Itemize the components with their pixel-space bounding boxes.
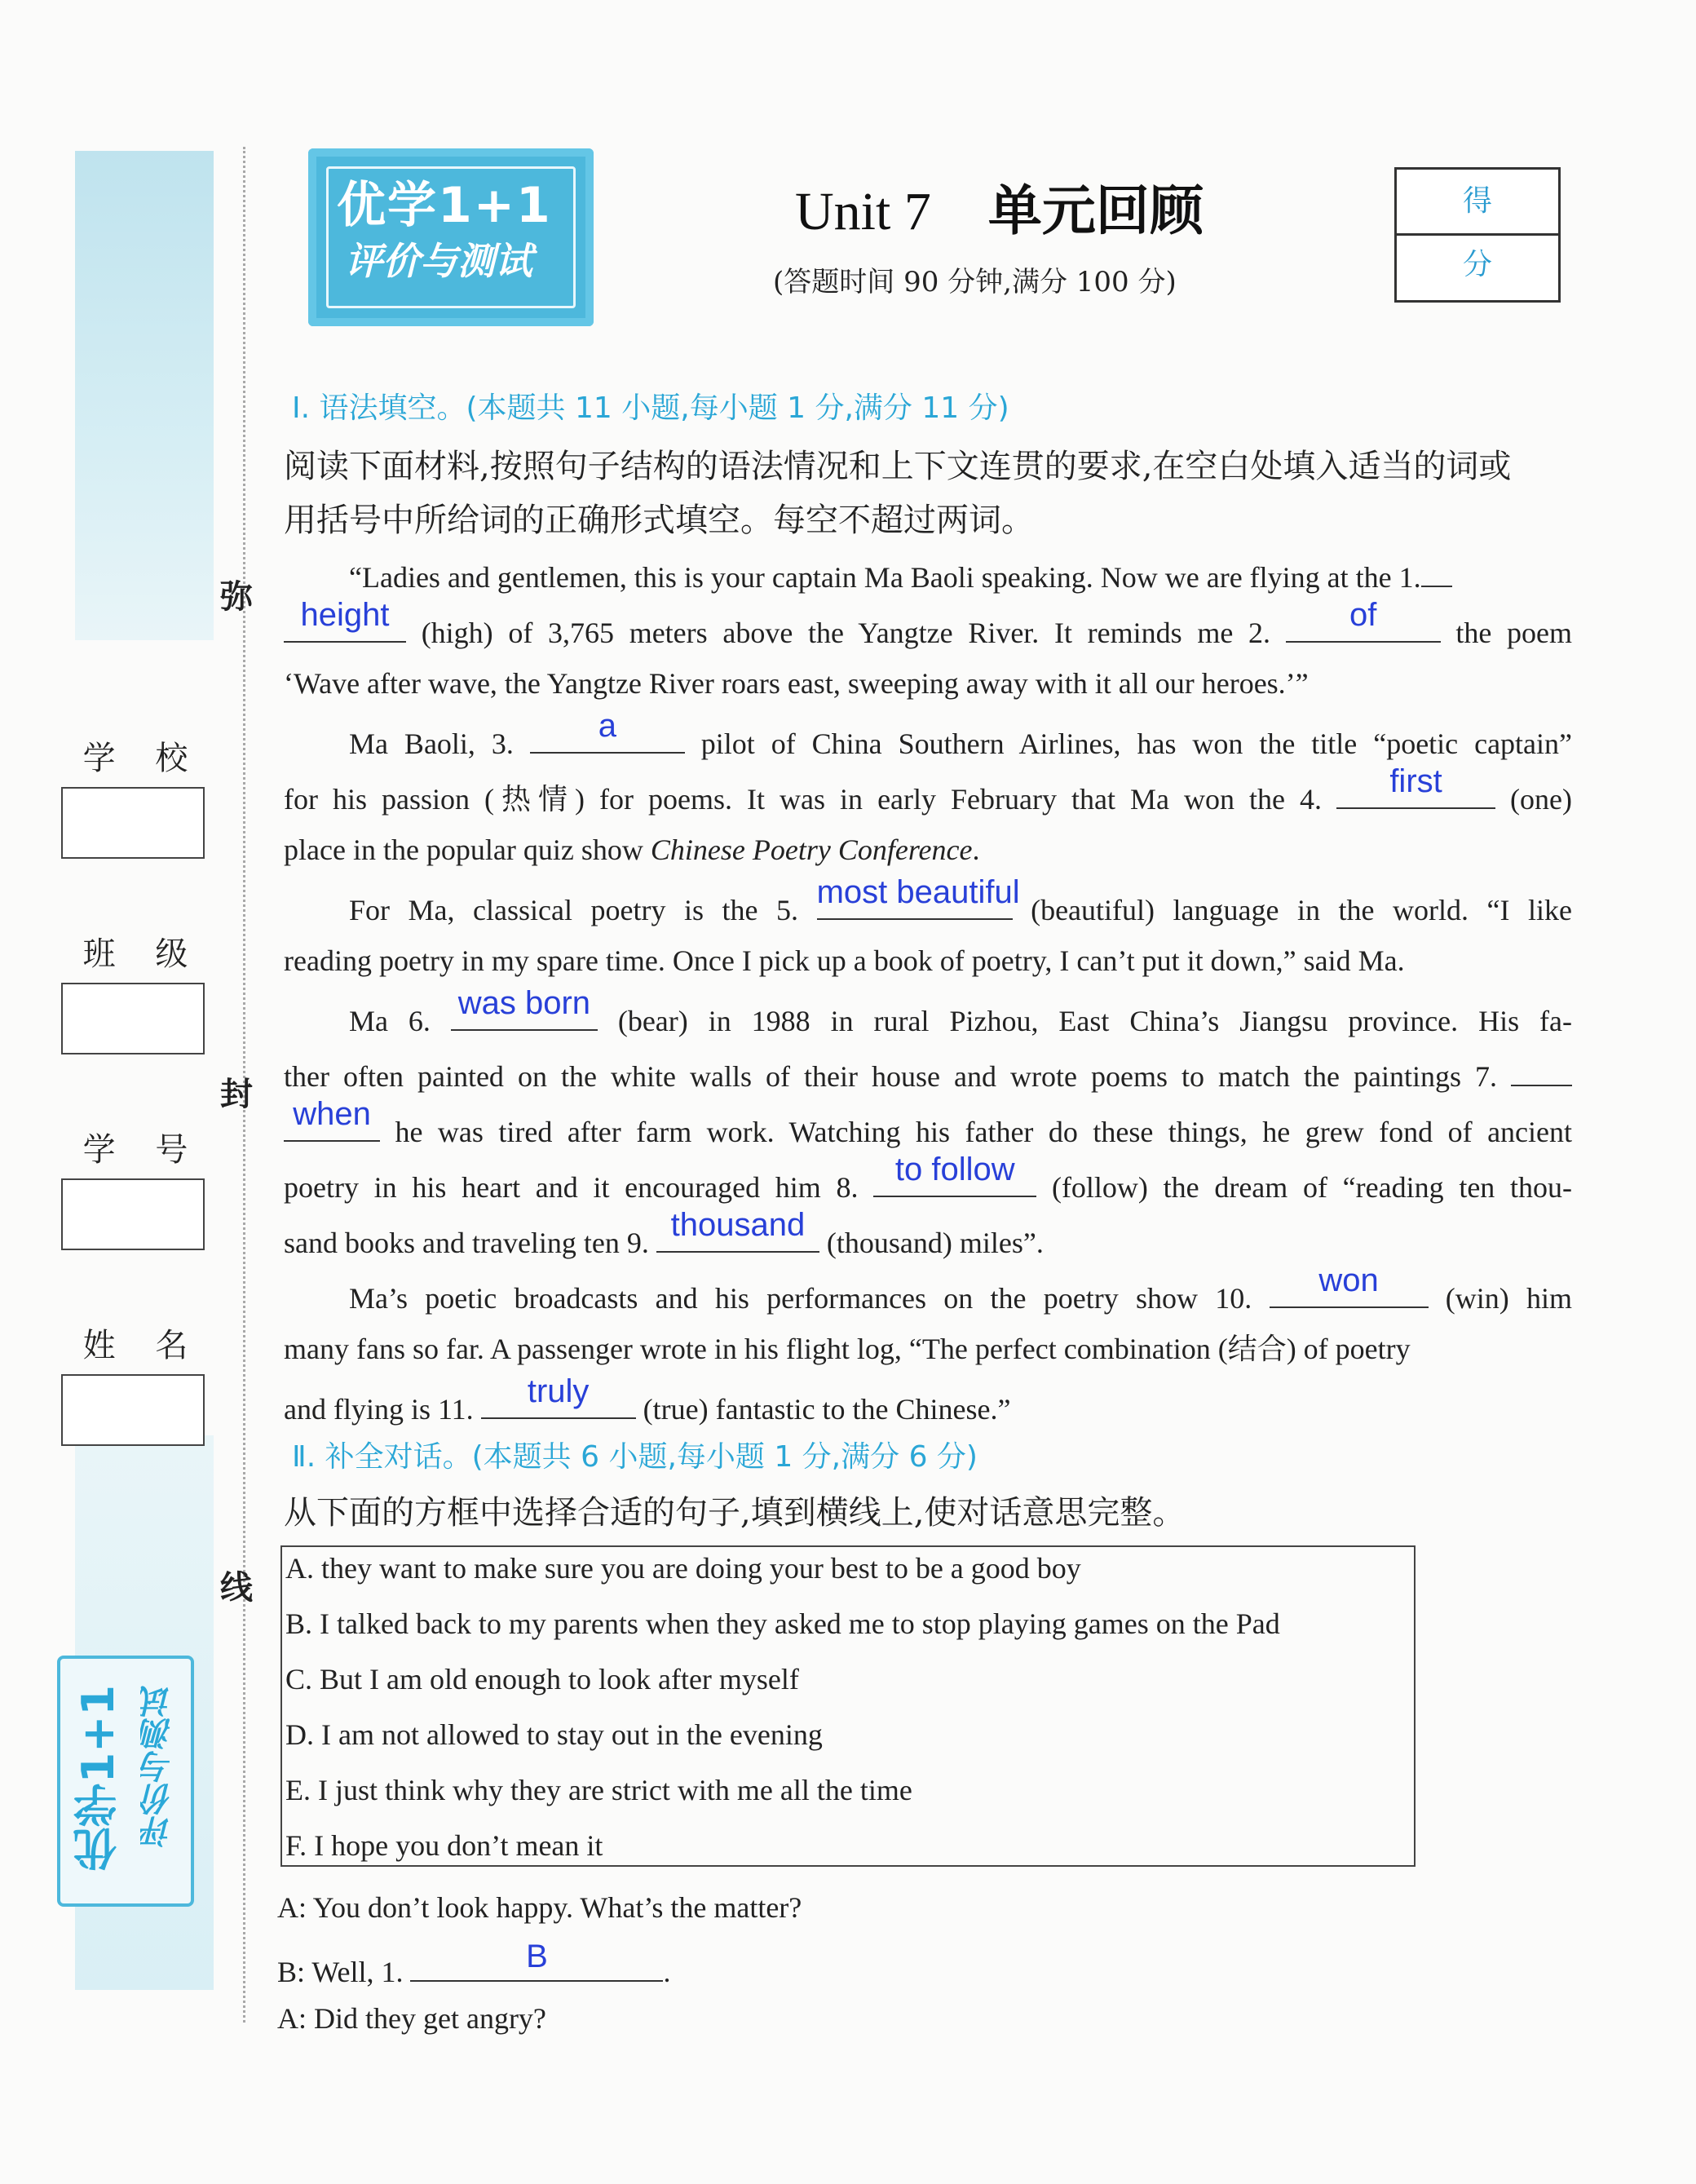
passage-text: (win) him <box>1445 1282 1573 1315</box>
passage-text: (true) fantastic to the Chinese.” <box>643 1393 1011 1426</box>
passage-text: ‘Wave after wave, the Yangtze River roars east, sweeping away with it all our heroes.’” <box>284 667 1309 700</box>
passage-line <box>284 1096 1573 1148</box>
passage-text: pilot of China Southern Airlines, has won the title “poetic captain” <box>700 727 1573 760</box>
passage-text: ther often painted on the white walls of their house and wrote poems to match the paintings 7. <box>284 1060 1497 1093</box>
section1-heading: Ⅰ. 语法填空。(本题共 11 小题,每小题 1 分,满分 11 分) <box>292 391 1009 425</box>
student-number-field[interactable] <box>61 1178 205 1250</box>
passage-line <box>284 1207 1572 1259</box>
passage-text: (one) <box>1510 783 1573 816</box>
school-label: 学 校 <box>82 740 203 777</box>
option-d: D. I am not allowed to stay out in the evening <box>285 1718 823 1751</box>
score-box[interactable] <box>1394 167 1561 303</box>
blank-7-start <box>1511 1050 1572 1086</box>
blank-6[interactable] <box>451 985 598 1031</box>
student-number-label: 学 号 <box>82 1131 203 1169</box>
dialogue-line-b1 <box>277 1939 671 1989</box>
passage-line <box>284 939 1572 982</box>
binding-char-feng: 封 <box>220 1075 253 1113</box>
logo-text-sub: 评价与测试 <box>345 239 532 283</box>
dialogue-line-a1: A: You don’t look happy. What’s the matter? <box>277 1891 802 1924</box>
binding-char-xian: 线 <box>220 1568 253 1607</box>
show-title: Chinese Poetry Conference <box>650 833 973 866</box>
passage-line <box>349 708 1573 760</box>
passage-line <box>284 597 1573 649</box>
passage-line <box>349 874 1573 926</box>
answer-2: of <box>1349 597 1377 633</box>
passage-text: For Ma, classical poetry is the 5. <box>349 894 799 926</box>
answer-5: most beautiful <box>816 874 1020 910</box>
passage-text: reading poetry in my spare time. Once I pick up a book of poetry, I can’t put it down,” said Ma. <box>284 944 1405 977</box>
passage-text: (follow) the dream of “reading ten thou- <box>1051 1171 1573 1204</box>
passage-line <box>284 1050 1572 1093</box>
passage-text: he was tired after farm work. Watching his father do these things, he grew fond of ancient <box>395 1116 1573 1148</box>
section2-heading: Ⅱ. 补全对话。(本题共 6 小题,每小题 1 分,满分 6 分) <box>292 1440 978 1474</box>
answer-8: to follow <box>894 1152 1015 1187</box>
blank-10[interactable] <box>1270 1262 1429 1308</box>
name-field[interactable] <box>61 1374 205 1446</box>
passage-text: (high) of 3,765 meters above the Yangtze River. It reminds me 2. <box>421 617 1270 649</box>
side-logo-text-main: 优学1+1 <box>73 1685 124 1872</box>
passage-text: (bear) in 1988 in rural Pizhou, East China’s Jiangsu province. His fa- <box>617 1005 1573 1037</box>
answer-10: won <box>1318 1262 1379 1298</box>
passage-line <box>284 1328 1572 1370</box>
passage-text: (thousand) miles”. <box>826 1227 1044 1259</box>
passage-line <box>349 551 1572 594</box>
passage-text: the poem <box>1455 617 1573 649</box>
class-field[interactable] <box>61 983 205 1054</box>
passage-text: sand books and traveling ten 9. <box>284 1227 649 1259</box>
passage-text: for his passion (热情) for poems. It was in early February that Ma won the 4. <box>284 783 1323 816</box>
blank-7[interactable] <box>284 1096 380 1142</box>
dialogue-line-a2: A: Did they get angry? <box>277 2002 546 2035</box>
blank-8[interactable] <box>873 1152 1036 1197</box>
dialogue-text: B: Well, 1. <box>277 1956 404 1988</box>
unit-title-cn: 单元回顾 <box>987 179 1204 242</box>
blank-1[interactable] <box>284 597 406 643</box>
logo-text-main: 优学1+1 <box>337 177 552 234</box>
dialogue-answer-1: B <box>526 1939 548 1974</box>
option-e: E. I just think why they are strict with me all the time <box>285 1774 912 1806</box>
option-c: C. But I am old enough to look after myself <box>285 1663 799 1695</box>
school-field[interactable] <box>61 787 205 859</box>
passage-text: “Ladies and gentlemen, this is your captain Ma Baoli speaking. Now we are flying at the 1. <box>349 561 1421 594</box>
passage-text: poetry in his heart and it encouraged him 8. <box>284 1171 859 1204</box>
passage-line <box>284 829 1572 871</box>
section2-instruction: 从下面的方框中选择合适的句子,填到横线上,使对话意思完整。 <box>284 1494 1186 1532</box>
answer-11: truly <box>527 1373 590 1409</box>
passage-text: Ma 6. <box>349 1005 431 1037</box>
side-logo-text-sub: 评价与测试 <box>140 1685 178 1848</box>
blank-11[interactable] <box>481 1373 636 1419</box>
option-b: B. I talked back to my parents when they asked me to stop playing games on the Pad <box>285 1607 1280 1640</box>
passage-text: Ma’s poetic broadcasts and his performances on the poetry show 10. <box>349 1282 1252 1315</box>
blank-2[interactable] <box>1286 597 1441 643</box>
passage-line <box>284 1152 1573 1204</box>
exam-subtitle: (答题时间 90 分钟,满分 100 分) <box>773 266 1177 298</box>
answer-1: height <box>300 597 390 633</box>
passage-text: many fans so far. A passenger wrote in his flight log, “The perfect combination (结合) of poetry <box>284 1333 1411 1365</box>
passage-line <box>284 662 1572 705</box>
name-label: 姓 名 <box>82 1327 203 1364</box>
passage-text: place in the popular quiz show <box>284 833 643 866</box>
section1-instruction-line2: 用括号中所给词的正确形式填空。每空不超过两词。 <box>284 502 1034 539</box>
class-label: 班 级 <box>82 935 203 973</box>
answer-4: first <box>1389 763 1442 799</box>
answer-9: thousand <box>670 1207 806 1243</box>
unit-label: Unit 7 <box>795 182 931 241</box>
passage-line <box>284 763 1573 816</box>
brand-logo <box>308 148 594 326</box>
page-title <box>795 167 1204 245</box>
option-f: F. I hope you don’t mean it <box>285 1829 603 1862</box>
answer-3: a <box>598 708 616 744</box>
passage-text: . <box>972 833 980 866</box>
dialogue-blank-1[interactable] <box>410 1939 663 1982</box>
blank-3[interactable] <box>530 708 685 754</box>
passage-line <box>349 985 1573 1037</box>
blank-5[interactable] <box>816 874 1020 920</box>
blank-9[interactable] <box>656 1207 819 1253</box>
answer-7: when <box>293 1096 371 1132</box>
section1-instruction-line1: 阅读下面材料,按照句子结构的语法情况和上下文连贯的要求,在空白处填入适当的词或 <box>284 448 1512 485</box>
passage-text: and flying is 11. <box>284 1393 474 1426</box>
passage-line <box>284 1373 1572 1426</box>
blank-1-start <box>1421 551 1452 587</box>
passage-text: (beautiful) language in the world. “I like <box>1031 894 1573 926</box>
answer-6: was born <box>457 985 591 1021</box>
side-brand-logo <box>57 1656 194 1907</box>
options-box <box>280 1545 1416 1867</box>
binding-char-mi: 弥 <box>220 577 253 616</box>
score-label: 得 分 <box>1397 170 1558 236</box>
side-strip-decoration <box>75 151 214 640</box>
passage-line <box>349 1262 1573 1315</box>
dialogue-text-end: . <box>663 1956 671 1988</box>
option-a: A. they want to make sure you are doing your best to be a good boy <box>285 1552 1081 1585</box>
blank-4[interactable] <box>1336 763 1495 809</box>
passage-text: Ma Baoli, 3. <box>349 727 514 760</box>
